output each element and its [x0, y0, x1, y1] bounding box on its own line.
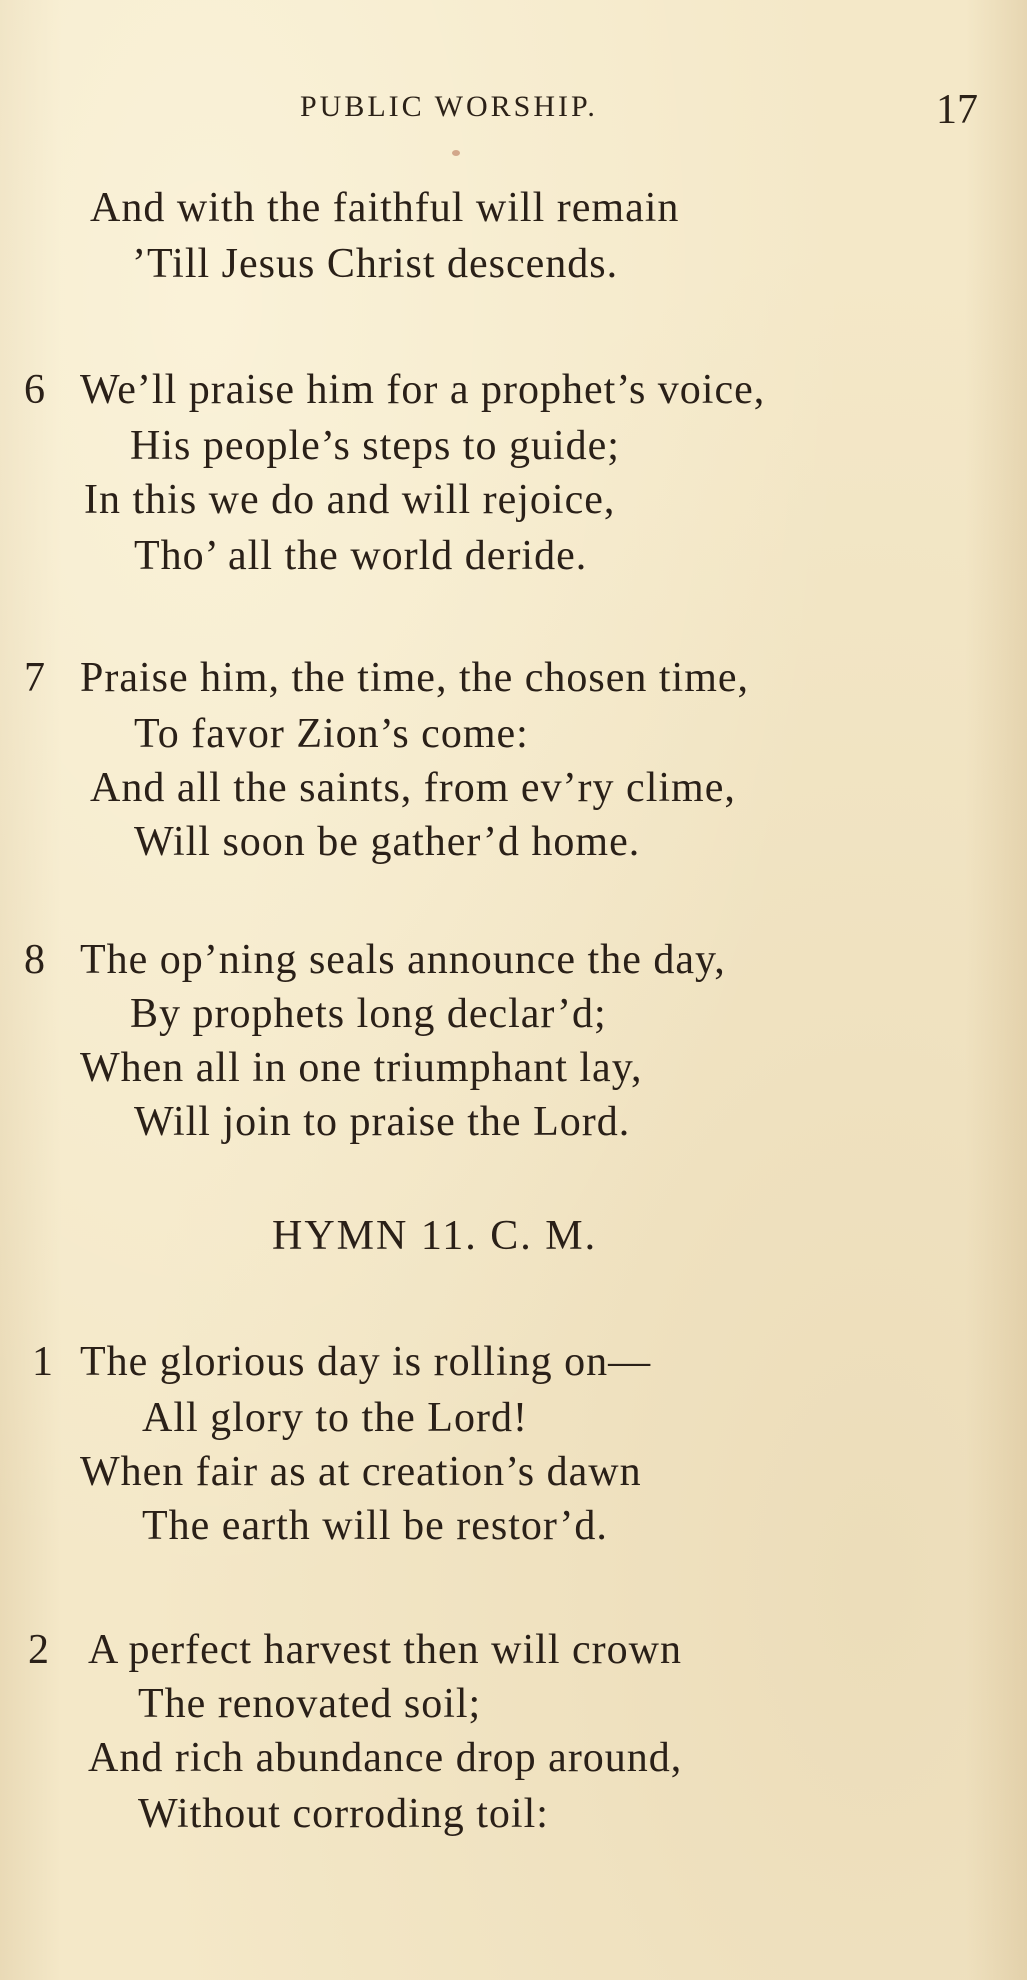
- verse-line: Will soon be gather’d home.: [134, 819, 641, 865]
- verse-line: And all the saints, from ev’ry clime,: [90, 765, 736, 811]
- verse-line: To favor Zion’s come:: [134, 711, 529, 757]
- verse-line: Tho’ all the world deride.: [134, 533, 588, 579]
- verse-line: The op’ning seals announce the day,: [80, 937, 726, 983]
- paper-speck: [452, 150, 460, 156]
- verse-line: In this we do and will rejoice,: [84, 477, 616, 523]
- verse-number: 1: [32, 1339, 53, 1385]
- verse-line: And rich abundance drop around,: [88, 1735, 683, 1781]
- verse-line: The glorious day is rolling on—: [80, 1339, 652, 1385]
- verse-line: When fair as at creation’s dawn: [80, 1449, 642, 1495]
- verse-line: ’Till Jesus Christ descends.: [132, 241, 619, 287]
- verse-line: Praise him, the time, the chosen time,: [80, 655, 750, 701]
- verse-number: 6: [24, 367, 45, 413]
- verse-line: His people’s steps to guide;: [130, 423, 620, 469]
- verse-number: 8: [24, 937, 45, 983]
- verse-number: 2: [28, 1627, 49, 1673]
- verse-line: The earth will be restor’d.: [142, 1503, 608, 1549]
- verse-line: We’ll praise him for a prophet’s voice,: [80, 367, 766, 413]
- running-head: PUBLIC WORSHIP.: [300, 90, 598, 123]
- verse-line: Will join to praise the Lord.: [134, 1099, 631, 1145]
- hymn-heading: HYMN 11. C. M.: [272, 1213, 598, 1259]
- verse-line: By prophets long declar’d;: [130, 991, 607, 1037]
- verse-line: Without corroding toil:: [138, 1791, 549, 1837]
- verse-line: When all in one triumphant lay,: [80, 1045, 643, 1091]
- verse-line: And with the faithful will remain: [90, 185, 680, 231]
- verse-line: The renovated soil;: [138, 1681, 482, 1727]
- verse-number: 7: [24, 655, 45, 701]
- page-number: 17: [936, 87, 978, 133]
- verse-line: All glory to the Lord!: [142, 1395, 528, 1441]
- verse-line: A perfect harvest then will crown: [88, 1627, 682, 1673]
